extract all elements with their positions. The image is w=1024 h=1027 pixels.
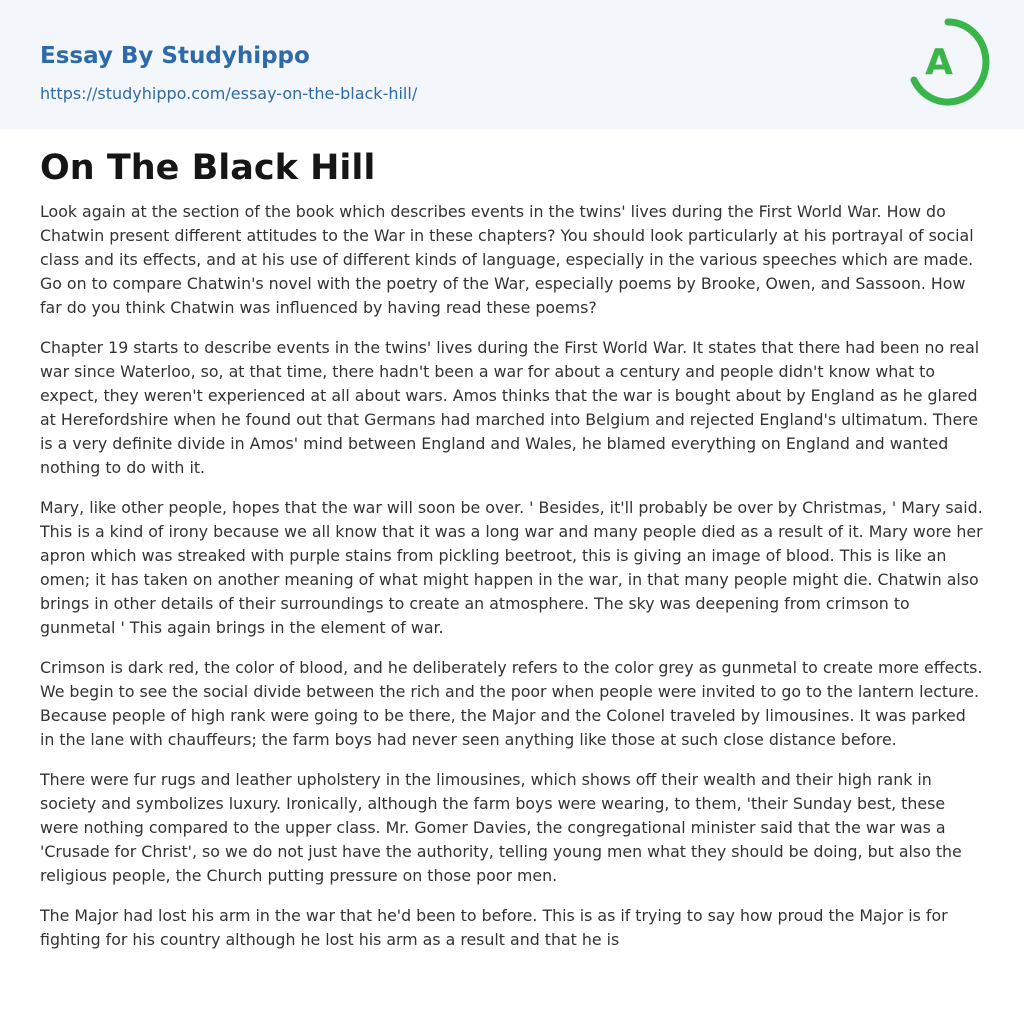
source-url-link[interactable]: https://studyhippo.com/essay-on-the-black-hill/ <box>40 84 418 103</box>
paragraph: Chapter 19 starts to describe events in the twins' lives during the First World War. It states that there had been no real war since Waterloo, so, at that time, there hadn't been a war for about a century and people didn't know what to expect, they weren't experienced at all about wars. Amos thinks that the war is bought about by England as he glared at Herefordshire when he found out that Germans had marched into Belgium and rejected England's ultimatum. There is a very definite divide in Amos' mind between England and Wales, he blamed everything on England and wanted nothing to do with it. <box>40 338 980 477</box>
paragraph: Look again at the section of the book which describes events in the twins' lives during the First World War. How do Chatwin present different attitudes to the War in these chapters? You should look particularly at his portrayal of social class and its effects, and at his use of different kinds of language, especially in the various speeches which are made. Go on to compare Chatwin's novel with the poetry of the War, especially poems by Brooke, Owen, and Sassoon. How far do you think Chatwin was influenced by having read these poems? <box>40 202 974 317</box>
paragraph: There were fur rugs and leather upholstery in the limousines, which shows off their wealth and their high rank in society and symbolizes luxury. Ironically, although the farm boys were wearing, to them, 'their Sunday best, these were nothing compared to the upper class. Mr. Gomer Davies, the congregational minister said that the war was a 'Crusade for Christ', so we do not just have the authority, telling young men what they should be doing, but also the religious people, the Church putting pressure on those poor men. <box>40 770 962 885</box>
paragraph: Mary, like other people, hopes that the war will soon be over. ' Besides, it'll probably be over by Christmas, ' Mary said. This is a kind of irony because we all know that it was a long war and many people died as a result of it. Mary wore her apron which was streaked with purple stains from pickling beetroot, this is giving an image of blood. This is like an omen; it has taken on another meaning of what might happen in the war, in that many people might die. Chatwin also brings in other details of their surroundings to create an atmosphere. The sky was deepening from crimson to gunmetal ' This again brings in the element of war. <box>40 498 983 637</box>
brand-title[interactable]: Essay By Studyhippo <box>40 43 310 69</box>
studyhippo-logo-icon[interactable] <box>906 18 990 106</box>
logo-letter: A <box>925 42 953 83</box>
page-title: On The Black Hill <box>40 148 376 188</box>
paragraph: Crimson is dark red, the color of blood, and he deliberately refers to the color grey as gunmetal to create more effects. We begin to see the social divide between the rich and the poor when people were invited to go to the lantern lecture. Because people of high rank were going to be there, the Major and the Colonel traveled by limousines. It was parked in the lane with chauffeurs; the farm boys had never seen anything like those at such close distance before. <box>40 658 983 749</box>
site-header <box>0 0 1024 129</box>
paragraph: The Major had lost his arm in the war that he'd been to before. This is as if trying to say how proud the Major is for fighting for his country although he lost his arm as a result and that he is <box>40 906 948 949</box>
article <box>40 145 984 968</box>
